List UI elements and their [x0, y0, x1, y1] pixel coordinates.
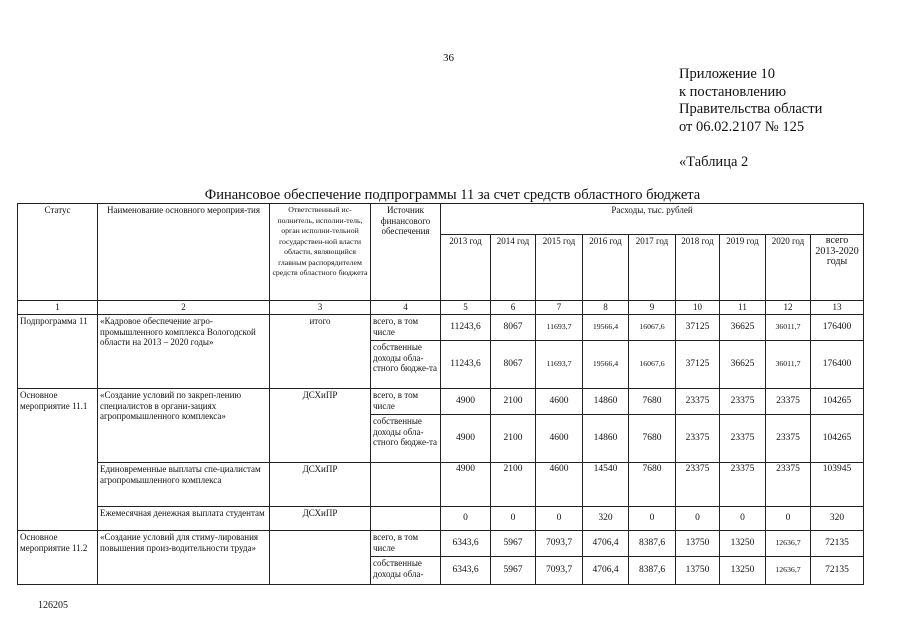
value-cell: 5967	[491, 557, 536, 585]
header-year: 2018 год	[676, 235, 720, 301]
table-row	[18, 315, 864, 341]
appendix-line: к постановлению	[679, 83, 787, 100]
appendix-line: Приложение 10	[679, 66, 775, 82]
column-number: 9	[629, 301, 676, 315]
value-cell: 11243,6	[441, 341, 491, 389]
source-cell: собственные доходы обла-стного бюдже-та	[371, 341, 441, 389]
appendix-block	[679, 66, 822, 136]
executor-cell: ДСХиПР	[270, 507, 371, 531]
table-label: «Таблица 2	[679, 154, 749, 170]
source-cell: собственные доходы обла-	[371, 557, 441, 585]
value-cell: 14860	[583, 389, 629, 415]
value-cell: 6343,6	[441, 557, 491, 585]
header-expenses: Расходы, тыс. рублей	[441, 204, 864, 235]
value-cell: 0	[629, 507, 676, 531]
executor-cell	[270, 531, 371, 585]
value-cell: 13750	[676, 531, 720, 557]
header-year: 2017 год	[629, 235, 676, 301]
value-cell: 2100	[491, 463, 536, 507]
value-cell: 11243,6	[441, 315, 491, 341]
value-cell: 12636,7	[766, 557, 811, 585]
value-cell: 16067,6	[629, 341, 676, 389]
source-cell: всего, в том числе	[371, 315, 441, 341]
column-number: 6	[491, 301, 536, 315]
value-cell: 4900	[441, 415, 491, 463]
column-number: 5	[441, 301, 491, 315]
source-cell: всего, в том числе	[371, 531, 441, 557]
column-number: 4	[371, 301, 441, 315]
value-cell: 19566,4	[583, 341, 629, 389]
value-cell: 7093,7	[536, 557, 583, 585]
value-cell: 23375	[676, 463, 720, 507]
value-cell: 36625	[720, 315, 766, 341]
column-number: 1	[18, 301, 98, 315]
value-cell: 5967	[491, 531, 536, 557]
document-title: Финансовое обеспечение подпрограммы 11 за счет средств областного бюджета	[204, 187, 701, 203]
value-cell: 0	[766, 507, 811, 531]
header-total: всего 2013-2020 годы	[811, 235, 864, 301]
header-year: 2015 год	[536, 235, 583, 301]
value-cell: 2100	[491, 389, 536, 415]
value-cell: 8387,6	[629, 531, 676, 557]
value-cell: 176400	[811, 315, 864, 341]
value-cell: 176400	[811, 341, 864, 389]
value-cell: 7680	[629, 415, 676, 463]
value-cell: 320	[811, 507, 864, 531]
value-cell: 4706,4	[583, 557, 629, 585]
appendix-line: Правительства области	[679, 101, 823, 117]
name-cell: «Создание условий для стиму-лирования повышения произ-водительности труда»	[98, 531, 270, 585]
value-cell: 13250	[720, 557, 766, 585]
name-cell: Ежемесячная денежная выплата студентам	[98, 507, 270, 531]
value-cell: 36625	[720, 341, 766, 389]
value-cell: 7680	[629, 463, 676, 507]
table-row	[18, 531, 864, 557]
column-number: 12	[766, 301, 811, 315]
value-cell: 12636,7	[766, 531, 811, 557]
executor-cell: ДСХиПР	[270, 463, 371, 507]
source-cell: всего, в том числе	[371, 389, 441, 415]
value-cell: 72135	[811, 557, 864, 585]
value-cell: 104265	[811, 415, 864, 463]
value-cell: 14540	[583, 463, 629, 507]
value-cell: 4706,4	[583, 531, 629, 557]
header-year: 2019 год	[720, 235, 766, 301]
value-cell: 2100	[491, 415, 536, 463]
column-number: 2	[98, 301, 270, 315]
value-cell: 6343,6	[441, 531, 491, 557]
value-cell: 23375	[720, 463, 766, 507]
source-cell	[371, 507, 441, 531]
source-cell: собственные доходы обла-стного бюдже-та	[371, 415, 441, 463]
value-cell: 104265	[811, 389, 864, 415]
header-status: Статус	[18, 204, 98, 301]
value-cell: 37125	[676, 315, 720, 341]
header-year: 2013 год	[441, 235, 491, 301]
value-cell: 7093,7	[536, 531, 583, 557]
column-number: 3	[270, 301, 371, 315]
value-cell: 8067	[491, 315, 536, 341]
value-cell: 11693,7	[536, 341, 583, 389]
value-cell: 13750	[676, 557, 720, 585]
value-cell: 8387,6	[629, 557, 676, 585]
executor-cell: итого	[270, 315, 371, 389]
table-row	[18, 507, 864, 531]
value-cell: 4600	[536, 463, 583, 507]
name-cell: «Кадровое обеспечение агро-промышленного комплекса Вологодской области на 2013 – 2020 годы»	[98, 315, 270, 389]
value-cell: 23375	[766, 463, 811, 507]
value-cell: 0	[676, 507, 720, 531]
value-cell: 13250	[720, 531, 766, 557]
value-cell: 23375	[766, 415, 811, 463]
column-number-row	[18, 301, 864, 315]
executor-cell: ДСХиПР	[270, 389, 371, 463]
name-cell: «Создание условий по закреп-лению специалистов в органи-зациях агропромышленного комплекса»	[98, 389, 270, 463]
value-cell: 4600	[536, 389, 583, 415]
column-number: 7	[536, 301, 583, 315]
value-cell: 37125	[676, 341, 720, 389]
value-cell: 4900	[441, 389, 491, 415]
finance-table	[17, 203, 864, 585]
value-cell: 16067,6	[629, 315, 676, 341]
page-number: 36	[443, 52, 454, 64]
value-cell: 7680	[629, 389, 676, 415]
status-cell: Основное мероприятие 11.2	[18, 531, 98, 585]
header-year: 2016 год	[583, 235, 629, 301]
document-code: 126205	[38, 600, 68, 611]
header-source: Источник финансового обеспечения	[371, 204, 441, 301]
status-cell: Основное мероприятие 11.1	[18, 389, 98, 531]
value-cell: 103945	[811, 463, 864, 507]
table-row	[18, 389, 864, 415]
value-cell: 11693,7	[536, 315, 583, 341]
value-cell: 0	[441, 507, 491, 531]
header-year: 2020 год	[766, 235, 811, 301]
value-cell: 8067	[491, 341, 536, 389]
value-cell: 0	[536, 507, 583, 531]
value-cell: 23375	[720, 415, 766, 463]
value-cell: 4900	[441, 463, 491, 507]
column-number: 11	[720, 301, 766, 315]
name-cell: Единовременные выплаты спе-циалистам агропромышленного комплекса	[98, 463, 270, 507]
value-cell: 23375	[720, 389, 766, 415]
value-cell: 14860	[583, 415, 629, 463]
value-cell: 23375	[766, 389, 811, 415]
value-cell: 36011,7	[766, 341, 811, 389]
source-cell	[371, 463, 441, 507]
table-row	[18, 463, 864, 507]
value-cell: 0	[491, 507, 536, 531]
value-cell: 0	[720, 507, 766, 531]
value-cell: 23375	[676, 389, 720, 415]
column-number: 10	[676, 301, 720, 315]
value-cell: 4600	[536, 415, 583, 463]
column-number: 8	[583, 301, 629, 315]
value-cell: 23375	[676, 415, 720, 463]
value-cell: 19566,4	[583, 315, 629, 341]
value-cell: 320	[583, 507, 629, 531]
header-executor: Ответственный ис-полнитель, исполни-тель, орган исполни-тельной государствен-ной власти области, являющийся главным распорядителем средств областного бюджета	[270, 204, 371, 301]
column-number: 13	[811, 301, 864, 315]
value-cell: 36011,7	[766, 315, 811, 341]
header-year: 2014 год	[491, 235, 536, 301]
value-cell: 72135	[811, 531, 864, 557]
status-cell: Подпрограмма 11	[18, 315, 98, 389]
header-row	[18, 204, 864, 235]
header-name: Наименование основного мероприя-тия	[98, 204, 270, 301]
appendix-line: от 06.02.2107 № 125	[679, 118, 805, 135]
